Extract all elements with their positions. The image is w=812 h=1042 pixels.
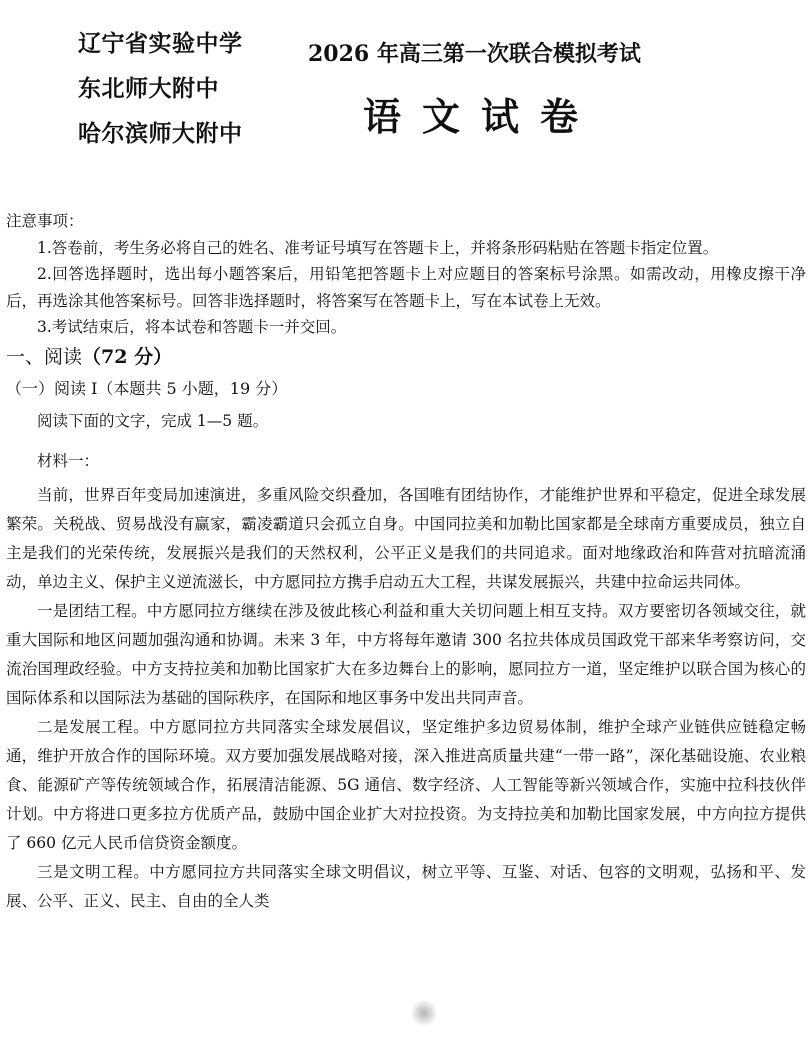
school-list (78, 30, 278, 165)
section-heading (6, 343, 806, 372)
school-name: 哈尔滨师大附中 (78, 120, 243, 147)
section-title: 一、阅读 (6, 345, 83, 368)
notice-heading: 注意事项： (6, 212, 84, 230)
section-points: （72 分） (82, 345, 173, 368)
watermark-smudge (411, 1000, 437, 1026)
school-name: 东北师大附中 (78, 75, 219, 102)
reading-instruction: 阅读下面的文字，完成 1—5 题。 (37, 411, 269, 430)
article-paragraph: 二是发展工程。中方愿同拉方共同落实全球发展倡议，坚定维护多边贸易体制，维护全球产业链供应链稳定畅通，维护开放合作的国际环境。双方要加强发展战略对接，深入推进高质量共建“一带一路”，深化基础设施、农业粮食、能源矿产等传统领域合作，拓展清洁能源、5G 通信、数字经济、人工智能等新兴领域合作，实施中拉科技伙伴计划。中方将进口更多拉方优质产品，鼓励中国企业扩大对拉投资。为支持拉美和加勒比国家发展，中方向拉方提供了 660 亿元人民币信贷资金额度。 (6, 717, 806, 852)
material-label: 材料一： (37, 452, 100, 470)
article-paragraph: 三是文明工程。中方愿同拉方共同落实全球文明倡议，树立平等、互鉴、对话、包容的文明观，弘扬和平、发展、公平、正义、民主、自由的全人类 (6, 862, 806, 910)
subsection-heading: （一）阅读 I（本题共 5 小题，19 分） (6, 378, 288, 398)
reading-material (6, 481, 806, 916)
subject-title: 语文试卷 (363, 94, 600, 139)
notice-item: 3.考试结束后，将本试卷和答题卡一并交回。 (37, 318, 347, 336)
article-paragraph: 当前，世界百年变局加速演进，多重风险交织叠加，各国唯有团结协作，才能维护世界和平稳定，促进全球发展繁荣。关税战、贸易战没有赢家，霸凌霸道只会孤立自身。中国同拉美和加勒比国家都是全球南方重要成员，独立自主是我们的光荣传统，发展振兴是我们的天然权利，公平正义是我们的共同追求。面对地缘政治和阵营对抗暗流涌动，单边主义、保护主义逆流滋长，中方愿同拉方携手启动五大工程，共谋发展振兴，共建中拉命运共同体。 (6, 485, 806, 591)
notice-item: 2.回答选择题时，选出每小题答案后，用铅笔把答题卡上对应题目的答案标号涂黑。如需改动，用橡皮擦干净后，再选涂其他答案标号。回答非选择题时，将答案写在答题卡上，写在本试卷上无效。 (6, 265, 806, 310)
article-paragraph: 一是团结工程。中方愿同拉方继续在涉及彼此核心利益和重大关切问题上相互支持。双方要密切各领域交往，就重大国际和地区问题加强沟通和协调。未来 3 年，中方将每年邀请 300 名拉共体成员国政党干部来华考察访问，交流治国理政经验。中方支持拉美和加勒比国家扩大在多边舞台上的影响，愿同拉方一道，坚定维护以联合国为核心的国际体系和以国际法为基础的国际秩序，在国际和地区事务中发出共同声音。 (6, 601, 806, 707)
notice-item: 1.答卷前，考生务必将自己的姓名、准考证号填写在答题卡上，并将条形码粘贴在答题卡指定位置。 (37, 238, 719, 257)
exam-title: 2026 年高三第一次联合模拟考试 (308, 41, 641, 67)
exam-body (6, 208, 806, 916)
school-name: 辽宁省实验中学 (78, 30, 243, 57)
